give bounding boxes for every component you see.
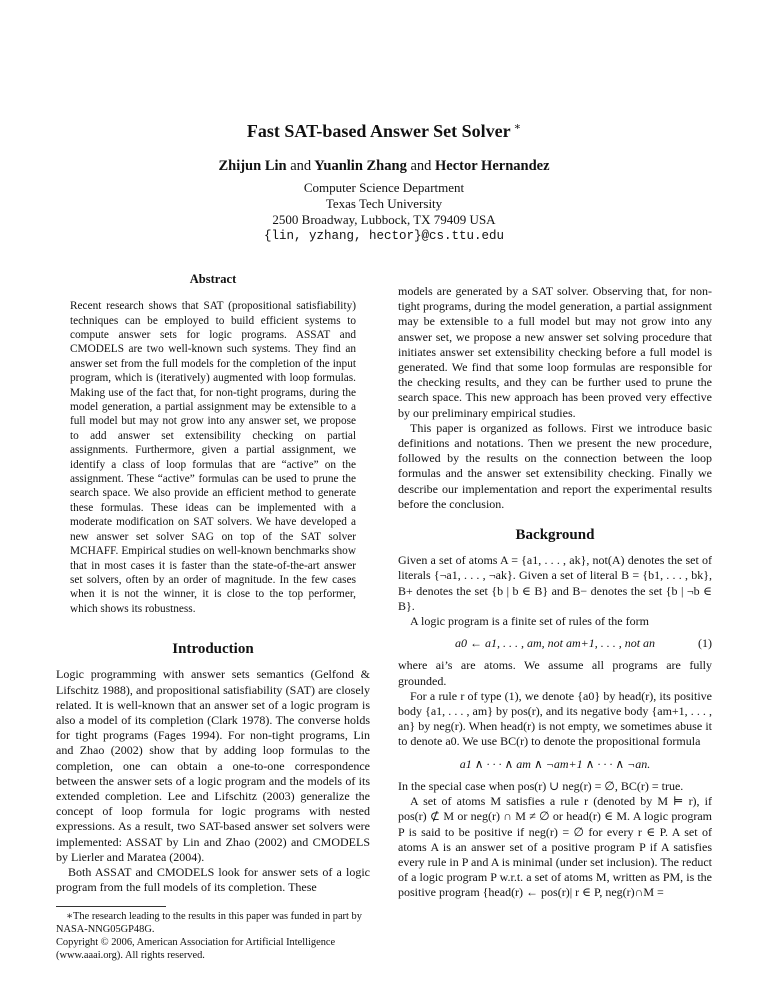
abstract-heading: Abstract: [189, 272, 237, 286]
formula-1-number: (1): [698, 636, 712, 651]
background-paragraph-4: For a rule r of type (1), we denote {a0} by head(r), its positive body {a1, . . . , am} by pos(r), and its negative body {am+1, . . . , an} by neg(r). When head(r) is not empty, we sometimes abuse it to denote a0. We use BC(r) to denote the propositional formula: [398, 688, 712, 749]
background-paragraph-1: Given a set of atoms A = {a1, . . . , ak}, not(A) denotes the set of literals {¬a1, . . . , ¬ak}. Given a set of literal B = {b1, . . . , bk}, B+ denotes the set {b | b ∈ B} and B− denotes the set {b | ¬b ∈ B}.: [398, 553, 712, 613]
right-column: [398, 284, 712, 901]
footnote-copyright: Copyright © 2006, American Association for Artificial Intelligence (www.aaai.org). All rights reserved.: [56, 936, 336, 961]
formula-2: [398, 757, 712, 772]
formula-2-body: a1 ∧ · · · ∧ am ∧ ¬am+1 ∧ · · · ∧ ¬an.: [459, 756, 651, 771]
formula-1-body: a0 ← a1, . . . , am, not am+1, . . . , not an: [454, 636, 656, 651]
background-paragraph-3: where ai’s are atoms. We assume all programs are fully grounded.: [398, 658, 712, 688]
footnote-funding: ∗The research leading to the results in this paper was funded in part by NASA-NNG05GP48G.: [56, 911, 362, 936]
footnote-divider: [56, 906, 166, 907]
left-column: [56, 272, 370, 963]
author-list: [0, 158, 768, 175]
background-heading: Background: [515, 527, 595, 544]
background-paragraph-2: A logic program is a finite set of rules of the form: [410, 614, 649, 629]
paper-title: [0, 120, 768, 142]
title-footnote-mark: ∗: [513, 121, 522, 133]
affiliation-address: 2500 Broadway, Lubbock, TX 79409 USA: [272, 212, 496, 227]
organization-paragraph: This paper is organized as follows. First we introduce basic definitions and notations. Then we present the new procedure, followed by the results on the connection between the loop formulas and the answer set extensibility checking. Finally we describe our implementation and report the experimental results before the conclusion.: [398, 420, 712, 511]
author-2: Yuanlin Zhang: [314, 158, 407, 174]
formula-1: [398, 636, 712, 651]
introduction-paragraph-2: Both ASSAT and CMODELS look for answer sets of a logic program from the full models of its completion. These: [56, 864, 370, 895]
intro-continued-paragraph: models are generated by a SAT solver. Observing that, for non-tight programs, during the model generation, a partial assignment may be extensible to a full model but may not grow into any answer set, we propose a new answer set solving procedure that initiates answer set extensibility checking before a full model is generated. We find that some loop formulas are responsible for the checking results, and they can be further used to prune the search space. This new approach has been proved very effective by our preliminary empirical studies.: [398, 284, 712, 420]
author-1: Zhijun Lin: [218, 158, 287, 174]
title-text: Fast SAT-based Answer Set Solver: [246, 121, 511, 141]
author-separator: and: [410, 158, 432, 174]
affiliation-univ: Texas Tech University: [325, 196, 443, 211]
affiliation-dept: Computer Science Department: [303, 180, 465, 195]
affiliation-email: {lin, yzhang, hector}@cs.ttu.edu: [263, 229, 505, 243]
background-paragraph-6: A set of atoms M satisfies a rule r (denoted by M ⊨ r), if pos(r) ⊄ M or neg(r) ∩ M ≠ ∅ or head(r) ∈ M. A logic program P is said to be positive if neg(r) = ∅ for every r ∈ P. A set of atoms A is an answer set of a positive program P if A satisfies every rule in P and A is minimal (under set inclusion). The reduct of a logic program P w.r.t. a set of atoms M, written as PM, is the positive program {head(r) ← pos(r)| r ∈ P, neg(r)∩M =: [398, 794, 712, 900]
introduction-heading: Introduction: [172, 641, 254, 658]
footnote: [56, 911, 370, 962]
author-3: Hector Hernandez: [435, 158, 550, 174]
affiliation: [0, 180, 768, 244]
author-separator: and: [290, 158, 312, 174]
introduction-paragraph-1: Logic programming with answer sets semantics (Gelfond & Lifschitz 1988), and propositional satisfiability (SAT) are closely related. It is well-known that an answer set of a logic program is also a model of its completion (Clark 1978). The converse holds for tight programs (Fages 1994). For non-tight programs, Lin and Zhao (2002) show that by adding loop formulas to the completion, one can obtain a one-to-one correspondence between the answer sets of a logic program and the models of its extended completion. Lee and Lifschitz (2003) generalize the concept of loop formula for logic programs with nested expressions. As a result, two SAT-based answer set solvers were implemented: ASSAT by Lin and Zhao (2002) and CMODELS by Lierler and Maratea (2004).: [56, 667, 370, 864]
background-paragraph-5: In the special case when pos(r) ∪ neg(r) = ∅, BC(r) = true.: [398, 778, 684, 793]
abstract-text: Recent research shows that SAT (propositional satisfiability) techniques can be employed to build efficient systems to compute answer sets for logic programs. ASSAT and CMODELS are two well-known such systems. They find an answer set from the full models for the completion of the input program, which is (iteratively) augmented with loop formulas. Making use of the fact that, for non-tight programs, during the model generation, a partial assignment may be extensible to a full model but may not grow into any answer set, we propose to add answer set extensibility checking on partial assignments. Furthermore, given a partial assignment, we identify a class of loop formulas that are “active” on the assignment. These “active” formulas can be used to prune the search space. We also provide an efficient method to generate these formulas. These ideas can be implemented with a moderate modification on SAT solvers. We have developed a new answer set solver SAG on top of the SAT solver MCHAFF. Empirical studies on well-known benchmarks show that in most cases it is faster than the state-of-the-art answer set solvers, often by an order of magnitude. In the few cases when it is not the winner, it is close to the top performer, which shows its robustness.: [70, 300, 356, 615]
